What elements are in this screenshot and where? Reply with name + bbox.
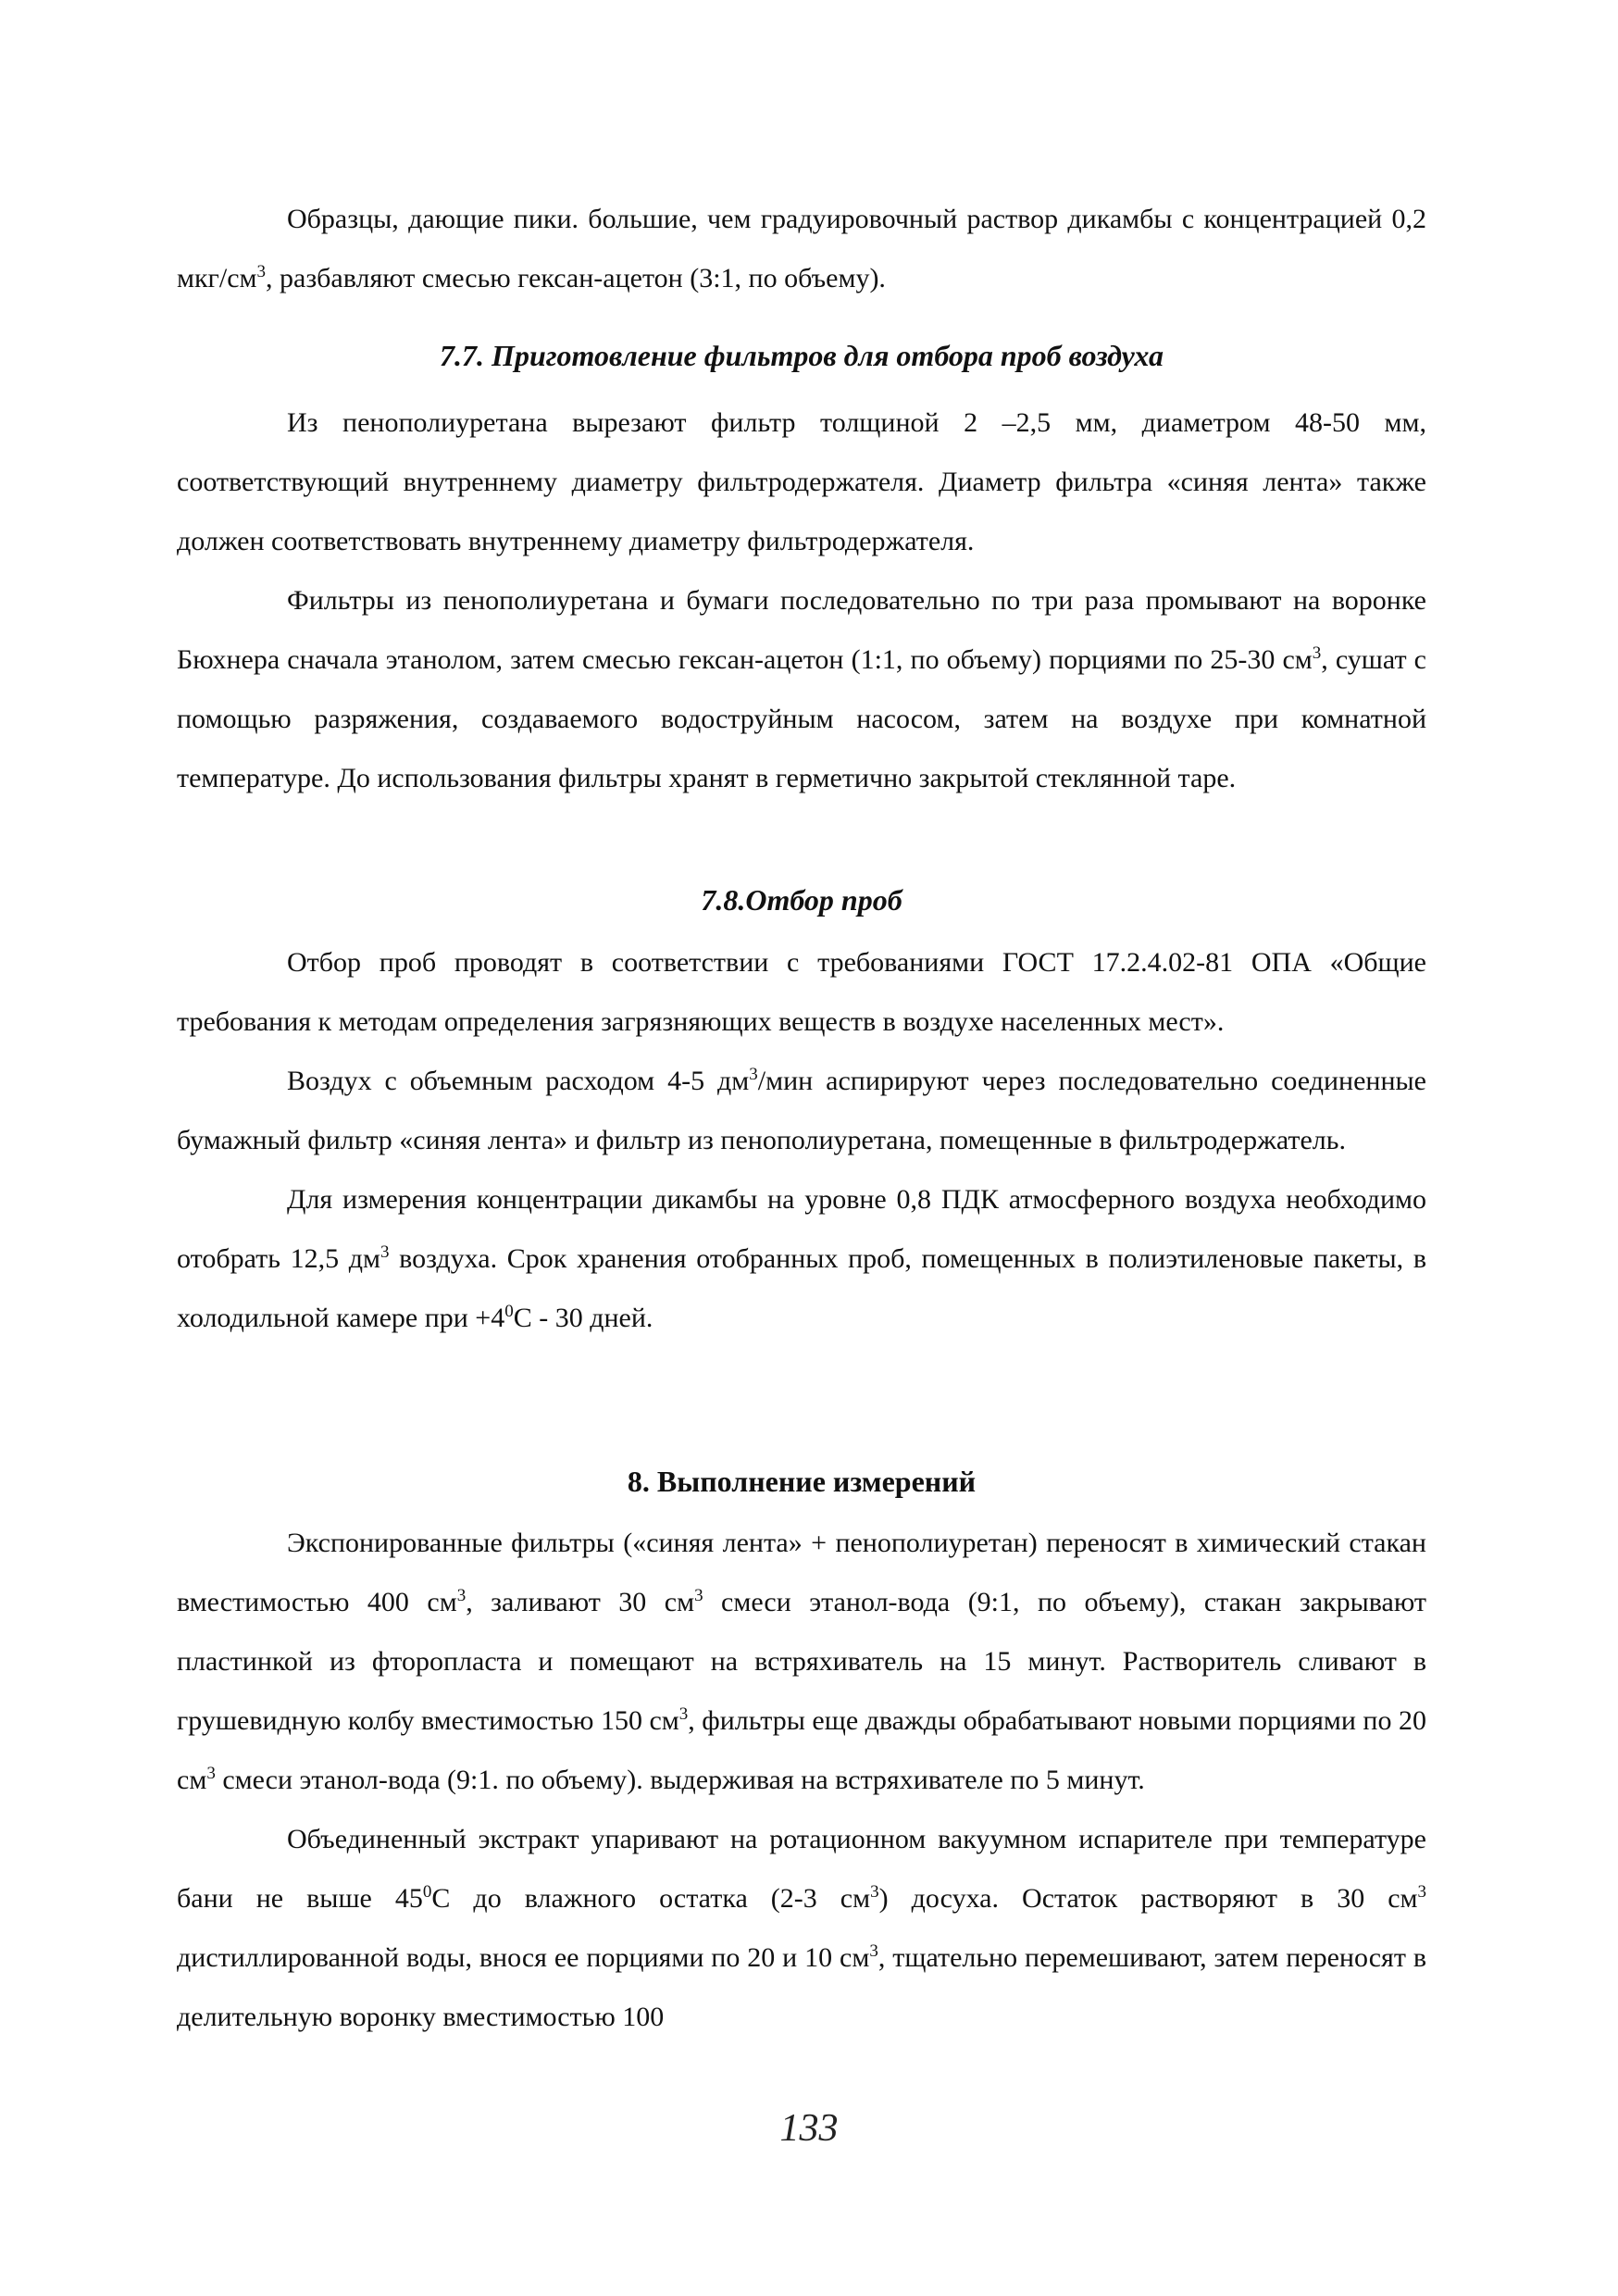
section-7-8-body — [177, 933, 1426, 1348]
section-7-7-paragraph-1: Из пенополиуретана вырезают фильтр толщиной 2 –2,5 мм, диаметром 48-50 мм, соответствующий внутреннему диаметру фильтродержателя. Диаметр фильтра «синяя лента» также должен соответствовать внутреннему диаметру фильтродержателя. — [177, 407, 1426, 556]
section-7-8-paragraph-2: Воздух с объемным расходом 4-5 $дм^3$/мин аспирируют через последовательно соединенные бумажный фильтр «синяя лента» и фильтр из пенополиуретана, помещенные в фильтродержатель. — [177, 1065, 1426, 1155]
section-8-body — [177, 1514, 1426, 2047]
intro-paragraph: Образцы, дающие пики. большие, чем градуировочный раствор дикамбы с концентрацией 0,2 мкг/$см^3$, разбавляют смесью гексан-ацетон (3:1, по объему). — [177, 204, 1426, 293]
section-7-7-body — [177, 393, 1426, 808]
section-7-7-paragraph-2: Фильтры из пенополиуретана и бумаги последовательно по три раза промывают на воронке Бюхнера сначала этанолом, затем смесью гексан-ацетон (1:1, по объему) порциями по 25-30 $см^3$, сушат с помощью разряжения, создаваемого водоструйным насосом, затем на воздухе при комнатной температуре. До использования фильтры хранят в герметично закрытой стеклянной таре. — [177, 585, 1426, 793]
section-7-7-heading: 7.7. Приготовление фильтров для отбора проб воздуха — [440, 339, 1164, 372]
section-7-8-paragraph-3: Для измерения концентрации дикамбы на уровне 0,8 ПДК атмосферного воздуха необходимо отобрать 12,5 $дм^3$ воздуха. Срок хранения отобранных проб, помещенных в полиэтиленовые пакеты, в холодильной камере при $+4^0С - 30$ дней. — [177, 1184, 1426, 1333]
section-7-8-paragraph-1: Отбор проб проводят в соответствии с требованиями ГОСТ 17.2.4.02-81 ОПА «Общие требования к методам определения загрязняющих веществ в воздухе населенных мест». — [177, 947, 1426, 1037]
page-number: 133 — [779, 2107, 839, 2150]
section-7-8-heading: 7.8.Отбор проб — [701, 883, 902, 917]
section-8-paragraph-2: Объединенный экстракт упаривают на ротационном вакуумном испарителе при температуре бани не выше $45^0С$ до влажного остатка (2-3 $см^3$) досуха. Остаток растворяют в 30 $см^3$ дистиллированной воды, внося ее порциями по 20 и 10 $см^3$, тщательно перемешивают, затем переносят в делительную воронку вместимостью 100 — [177, 1824, 1427, 2032]
section-8-heading: 8. Выполнение измерений — [627, 1465, 977, 1498]
intro-block — [177, 190, 1426, 308]
section-8-paragraph-1: Экспонированные фильтры («синяя лента» + пенополиуретан) переносят в химический стакан вместимостью 400 $см^3$, заливают 30 $см^3$ смеси этанол-вода (9:1, по объему), стакан закрывают пластинкой из фторопласта и помещают на встряхиватель на 15 минут. Растворитель сливают в грушевидную колбу вместимостью 150 $см^3$, фильтры еще дважды обрабатывают новыми порциями по 20 $см^3$ смеси этанол-вода (9:1. по объему). выдерживая на встряхивателе по 5 минут. — [177, 1528, 1426, 1795]
